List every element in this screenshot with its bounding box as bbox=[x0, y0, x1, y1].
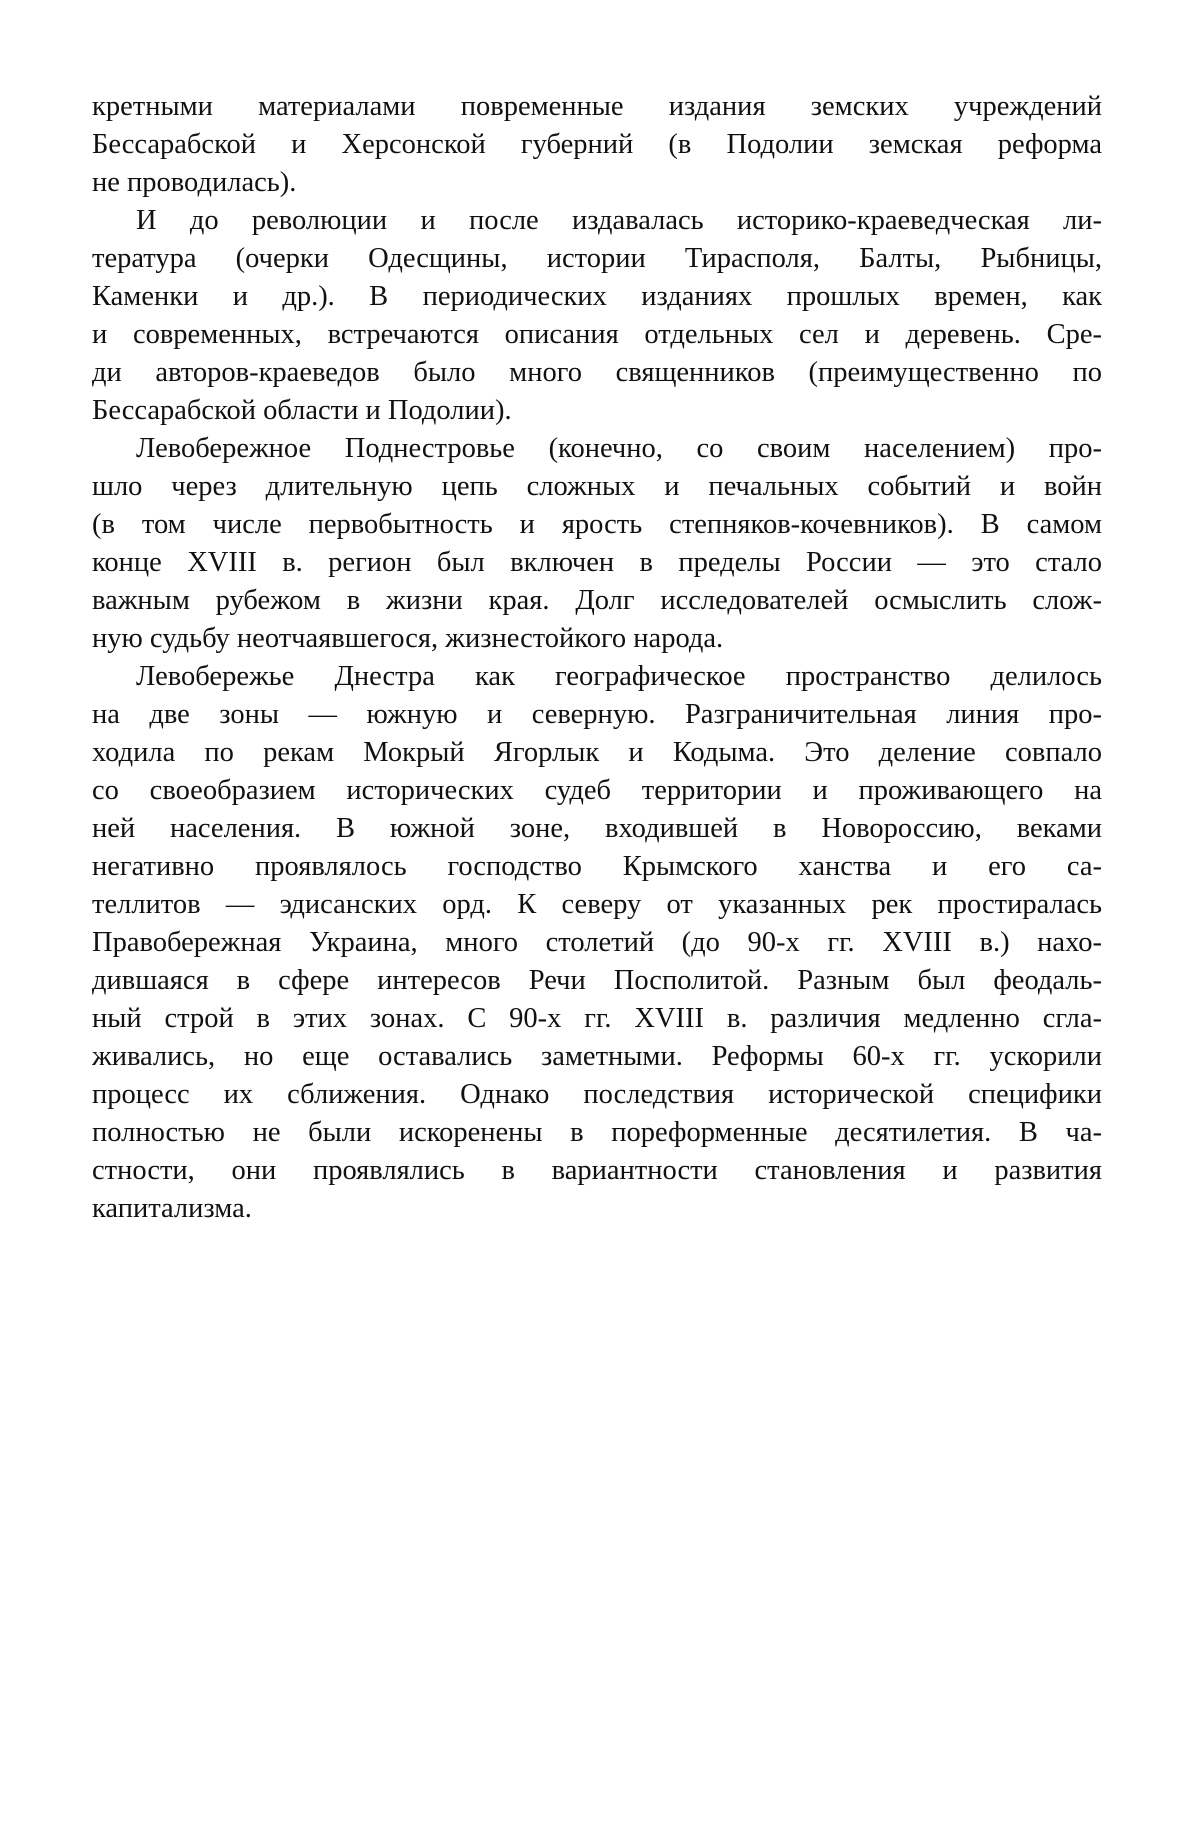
text-line: ходила по рекам Мокрый Ягорлык и Кодыма. Это деление совпало bbox=[92, 737, 1102, 768]
text-line: ней населения. В южной зоне, входившей в Новороссию, веками bbox=[92, 813, 1102, 844]
text-line: ную судьбу неотчаявшегося, жизнестойкого народа. bbox=[92, 623, 724, 654]
text-line: Бессарабской и Херсонской губерний (в Подолии земская реформа bbox=[92, 129, 1102, 160]
text-line: не проводилась). bbox=[92, 167, 297, 198]
text-line: теллитов — эдисанских орд. К северу от указанных рек простиралась bbox=[92, 889, 1102, 920]
paragraph bbox=[92, 88, 1102, 202]
paragraph bbox=[92, 202, 1102, 430]
text-line: кретными материалами повременные издания земских учреждений bbox=[92, 91, 1102, 122]
text-line: важным рубежом в жизни края. Долг исследователей осмыслить слож- bbox=[92, 585, 1102, 616]
text-line: со своеобразием исторических судеб территории и проживающего на bbox=[92, 775, 1102, 806]
text-line: И до революции и после издавалась историко-краеведческая ли- bbox=[136, 205, 1102, 236]
text-line: Правобережная Украина, много столетий (до 90-х гг. XVIII в.) нахо- bbox=[92, 927, 1102, 958]
text-line: капитализма. bbox=[92, 1193, 252, 1224]
text-line: Бессарабской области и Подолии). bbox=[92, 395, 512, 426]
paragraph bbox=[92, 658, 1102, 1228]
text-line: негативно проявлялось господство Крымского ханства и его са- bbox=[92, 851, 1102, 882]
text-line: на две зоны — южную и северную. Разграничительная линия про- bbox=[92, 699, 1102, 730]
text-line: ди авторов-краеведов было много священников (преимущественно по bbox=[92, 357, 1102, 388]
text-line: живались, но еще оставались заметными. Реформы 60-х гг. ускорили bbox=[92, 1041, 1102, 1072]
text-line: процесс их сближения. Однако последствия исторической специфики bbox=[92, 1079, 1102, 1110]
text-line: ный строй в этих зонах. С 90-х гг. XVIII в. различия медленно сгла- bbox=[92, 1003, 1102, 1034]
paragraph bbox=[92, 430, 1102, 658]
text-line: шло через длительную цепь сложных и печальных событий и войн bbox=[92, 471, 1102, 502]
text-line: полностью не были искоренены в пореформенные десятилетия. В ча- bbox=[92, 1117, 1102, 1148]
text-line: тература (очерки Одесщины, истории Тирасполя, Балты, Рыбницы, bbox=[92, 243, 1102, 274]
text-line: Левобережное Поднестровье (конечно, со своим населением) про- bbox=[136, 433, 1102, 464]
text-line: Левобережье Днестра как географическое пространство делилось bbox=[136, 661, 1102, 692]
text-line: Каменки и др.). В периодических изданиях прошлых времен, как bbox=[92, 281, 1102, 312]
text-line: дившаяся в сфере интересов Речи Посполитой. Разным был феодаль- bbox=[92, 965, 1102, 996]
text-line: и современных, встречаются описания отдельных сел и деревень. Сре- bbox=[92, 319, 1102, 350]
text-line: конце XVIII в. регион был включен в пределы России — это стало bbox=[92, 547, 1102, 578]
book-page bbox=[92, 88, 1102, 1228]
text-line: стности, они проявлялись в вариантности становления и развития bbox=[92, 1155, 1102, 1186]
text-line: (в том числе первобытность и ярость степняков-кочевников). В самом bbox=[92, 509, 1102, 540]
